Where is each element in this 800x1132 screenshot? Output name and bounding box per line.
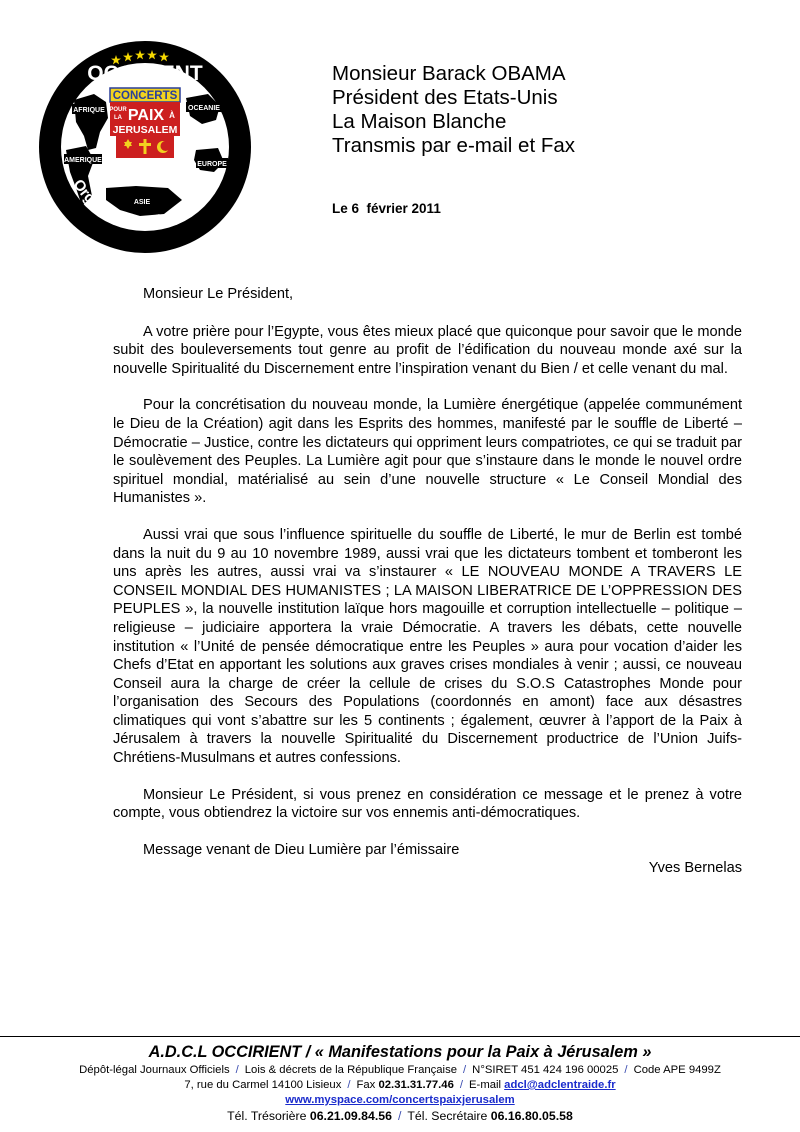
treasurer-phone: 06.21.09.84.56 xyxy=(309,1109,392,1123)
recipient-title: Président des Etats-Unis xyxy=(332,86,558,109)
recipient-address xyxy=(332,62,575,158)
footer-legal-line xyxy=(0,1063,800,1078)
transmission-note: Transmis par e-mail et Fax xyxy=(332,134,576,157)
separator: / xyxy=(347,1079,351,1091)
separator: / xyxy=(463,1064,467,1076)
recipient-place: La Maison Blanche xyxy=(332,110,507,133)
logo-graphic xyxy=(36,38,254,256)
label-asie: ASIE xyxy=(133,199,151,206)
label-amerique: AMERIQUE xyxy=(64,157,102,164)
separator: / xyxy=(459,1079,464,1091)
label-oceanie: OCEANIE xyxy=(188,105,220,112)
label-afrique: AFRIQUE xyxy=(73,107,105,114)
separator: / xyxy=(397,1109,402,1123)
banner-paix: PAIX xyxy=(127,107,165,124)
concerts-banner xyxy=(109,88,180,158)
secretary-label: Tél. Secrétaire xyxy=(407,1109,488,1123)
postal-address: 7, rue du Carmel 14100 Lisieux xyxy=(184,1079,342,1091)
paragraph-1: A votre prière pour l’Egypte, vous êtes mieux placé que quiconque pour savoir que le monde subit des bouleversements tout genre au profit de l’édification du nouveau monde axé sur la nouvelle Spiritualité du Discernement entre l’inspiration venant du Bien / et celle venant du mal. xyxy=(113,323,742,377)
closing-line: Message venant de Dieu Lumière par l’émissaire xyxy=(143,841,460,858)
website-link[interactable]: www.myspace.com/concertspaixjerusalem xyxy=(285,1094,515,1106)
letterhead-footer xyxy=(0,1041,800,1124)
email-link[interactable]: adcl@adclentraide.fr xyxy=(504,1079,616,1091)
footer-divider xyxy=(0,1036,800,1037)
footer-contact-line xyxy=(0,1078,800,1093)
cross-icon xyxy=(144,139,147,154)
footer-phone-line xyxy=(0,1108,800,1124)
letter-body xyxy=(113,285,742,878)
separator: / xyxy=(624,1064,628,1076)
fax-label: Fax xyxy=(356,1079,376,1091)
paragraph-3: Aussi vrai que sous l’influence spirituelle du souffle de Liberté, le mur de Berlin est tombé dans la nuit du 9 au 10 novembre 1989, aussi vrai que les dictateurs tombent et tomberont les uns après les autres, aussi vrai va s’instaurer « LE NOUVEAU MONDE A TRAVERS LE CONSEIL MONDIAL DES HUMANISTES ; LA MAISON LIBERATRICE DE L’OPPRESSION DES PEUPLES », la nouvelle institution laïque hors magouille et corruption intellectuelle – politique – religieuse – judiciaire apportera la vraie Démocratie. A travers les débats, cette nouvelle institution « l’Unité de pensée démocratique entre les Peuples » aura pour vocation d’aider les Chefs d’Etat en apportant les solutions aux graves crises mondiales à venir ; aussi, ce nouveau Conseil aura la charge de créer la cellule de crises du S.O.S Catastrophes Monde pour l’organisation des Secours des Populations (coordonnés en amont) face aux désastres climatiques qui vont s’abattre sur les 5 continents ; également, œuvrer à l’apport de la Paix à Jérusalem à travers la nouvelle Spiritualité du Discernement productrice de l’Union Juifs-Chrétiens-Musulmans et autres confessions. xyxy=(113,526,742,767)
separator: / xyxy=(235,1064,239,1076)
ape-code: Code APE 9499Z xyxy=(633,1064,721,1076)
salutation: Monsieur Le Président, xyxy=(143,286,294,302)
letter-date: Le 6 février 2011 xyxy=(332,201,441,216)
footer-org-line: A.D.C.L OCCIRIENT / « Manifestations pour la Paix à Jérusalem » xyxy=(148,1043,652,1061)
secretary-phone: 06.16.80.05.58 xyxy=(490,1109,573,1123)
paragraph-4: Monsieur Le Président, si vous prenez en considération ce message et le prenez à votre compte, vous obtiendrez la victoire sur vos ennemis anti-démocratiques. xyxy=(113,786,742,822)
banner-jerusalem: JERUSALEM xyxy=(112,124,178,136)
paragraph-2: Pour la concrétisation du nouveau monde, la Lumière énergétique (appelée communément le Dieu de la Création) agit dans les Esprits des hommes, manifesté par le souffle de Liberté – Démocratie – Justice, contre les dictateurs qui oppriment leurs compatriotes, ce qui se traduit par le soulèvement des Peuples. La Lumière agit pour que s’instaure dans le monde le nouvel ordre spirituel mondial, matérialisé au sein d’une nouvelle structure « Le Conseil Mondial des Humanistes ». xyxy=(113,397,742,507)
logo-title: OCCIRIENT xyxy=(87,62,203,85)
legal-decrees: Lois & décrets de la République Française xyxy=(244,1064,458,1076)
label-europe: EUROPE xyxy=(197,161,227,168)
legal-deposit: Dépôt-légal Journaux Officiels xyxy=(79,1064,230,1076)
treasurer-label: Tél. Trésorière xyxy=(227,1109,307,1123)
recipient-name: Monsieur Barack OBAMA xyxy=(332,62,566,85)
occirient-logo xyxy=(36,38,254,256)
logo-ring-text: Organisation Spectacles xyxy=(69,176,221,231)
signature: Yves Bernelas xyxy=(648,860,742,877)
siret-number: N°SIRET 451 424 196 00025 xyxy=(472,1064,619,1076)
banner-concerts: CONCERTS xyxy=(112,90,178,102)
banner-la: LA xyxy=(114,115,122,121)
banner-a: À xyxy=(169,111,175,120)
email-label: E-mail xyxy=(469,1079,502,1091)
banner-pour: POUR xyxy=(109,107,127,113)
fax-number: 02.31.31.77.46 xyxy=(378,1079,454,1091)
